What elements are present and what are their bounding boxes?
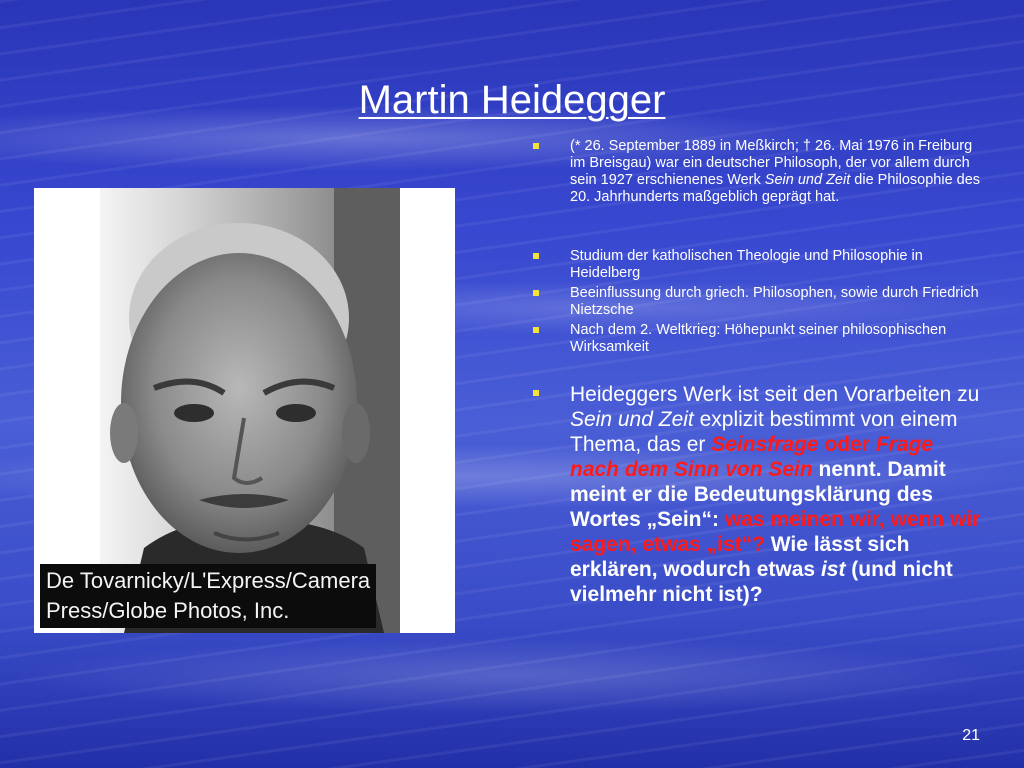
- bullet-text: Beeinflussung durch griech. Philosophen, sowie durch Friedrich Nietzsche: [570, 285, 979, 318]
- central-question: was meinen wir, wenn wir sagen, etwas „ist“?: [570, 508, 981, 556]
- square-bullet-icon: [533, 143, 539, 149]
- bullet-text-bold: (und nicht vielmehr nicht ist)?: [570, 558, 953, 606]
- bullet-text: explizit bestimmt von einem Thema, das er: [570, 408, 958, 456]
- photo-credit: [40, 564, 376, 628]
- square-bullet-icon: [533, 390, 539, 396]
- book-title-italic: Sein und Zeit: [570, 408, 694, 431]
- book-title-italic: Sein und Zeit: [764, 172, 851, 188]
- bullet-text: die Philosophie des 20. Jahrhunderts maßgeblich geprägt hat.: [570, 172, 981, 205]
- bullet-item-studies: [533, 248, 983, 282]
- bullet-text-bold: nennt. Damit meint er die Bedeutungsklärung des Wortes „Sein“:: [570, 458, 946, 531]
- bullet-text: (* 26. September 1889 in Meßkirch; † 26. Mai 1976 in Freiburg im Breisgau) war ein deutscher Philosoph, der vor allem durch sein 1927 erschienenes Werk: [570, 138, 973, 188]
- slide-title: Martin Heidegger: [358, 78, 666, 122]
- bullet-text: Studium der katholischen Theologie und Philosophie in Heidelberg: [570, 248, 923, 281]
- bullet-text-bold: Wie lässt sich erklären, wodurch etwas: [570, 533, 910, 581]
- sinn-von-sein-term: Frage nach dem Sinn von Sein: [570, 433, 933, 481]
- connector-text: oder: [818, 433, 876, 456]
- photo-credit-line-2: Press/Globe Photos, Inc.: [46, 598, 290, 623]
- square-bullet-icon: [533, 327, 539, 333]
- portrait-photo: [34, 188, 455, 633]
- bullet-item-biography: [533, 138, 983, 206]
- square-bullet-icon: [533, 290, 539, 296]
- page-number: 21: [962, 727, 980, 744]
- bullet-text: Heideggers Werk ist seit den Vorarbeiten zu: [570, 383, 980, 406]
- square-bullet-icon: [533, 253, 539, 259]
- bullet-item-postwar: [533, 322, 983, 356]
- seinsfrage-term: Seinsfrage: [711, 433, 819, 456]
- ist-italic: ist: [820, 558, 846, 581]
- bullet-item-seinsfrage: [533, 382, 983, 607]
- bullet-text: Nach dem 2. Weltkrieg: Höhepunkt seiner philosophischen Wirksamkeit: [570, 322, 947, 355]
- photo-credit-line-1: De Tovarnicky/L'Express/Camera: [46, 568, 371, 593]
- bullet-list: [533, 138, 983, 607]
- bullet-item-influences: [533, 285, 983, 319]
